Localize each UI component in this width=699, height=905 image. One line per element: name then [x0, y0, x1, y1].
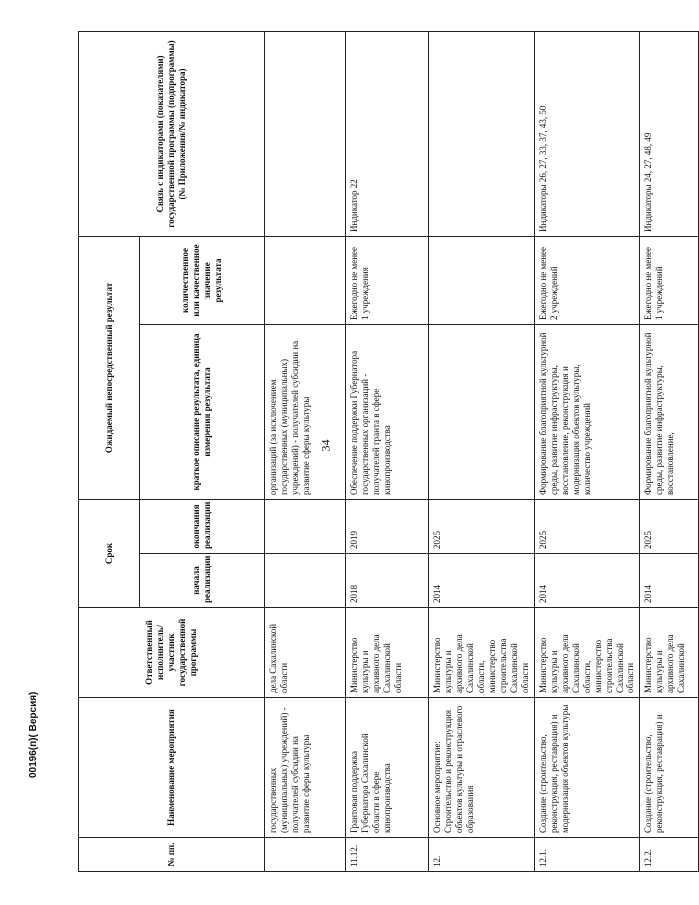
- header-start: начала реализации: [140, 554, 265, 608]
- cell-name: Создание (строительство, реконструкция, реставрация) и модернизация объектов культуры: [534, 698, 640, 838]
- cell-executor: дела Сахалинской области: [265, 608, 346, 698]
- cell-name: Основное мероприятие: Строительство и реконструкция объектов культуры и отраслевого образования: [429, 698, 535, 838]
- header-result-value: количественное или качественное значение результата: [140, 236, 265, 324]
- cell-link: Индикаторы 26, 27, 33, 37, 43, 50: [534, 31, 640, 236]
- document-id: 00196(п)( Версия): [28, 691, 39, 778]
- table-row: [534, 31, 640, 871]
- cell-name: государственных (муниципальных) учреждений) - получателей субсидии на развитие сферы культуры: [265, 698, 346, 838]
- cell-num: 11.12.: [346, 838, 429, 872]
- header-result-desc: краткое описание результата, единица измерения результата: [140, 324, 265, 499]
- header-name: Наименование мероприятия: [79, 698, 265, 838]
- cell-end: [265, 499, 346, 553]
- cell-start: 2014: [429, 554, 535, 608]
- page-number: 34: [318, 439, 333, 452]
- cell-link: Индикаторы 24, 27, 48, 49: [640, 31, 699, 236]
- table-row: [346, 31, 429, 871]
- cell-end: 2019: [346, 499, 429, 553]
- cell-result-value: Ежегодно не менее 2 учреждений: [534, 236, 640, 324]
- header-executor: Ответственный исполнитель/участник государственной программы: [79, 608, 265, 698]
- cell-start: [265, 554, 346, 608]
- cell-result-desc: [429, 324, 535, 499]
- table-row: [429, 31, 535, 871]
- activities-table: [78, 31, 699, 872]
- cell-result-desc: Формирование благоприятной культурной среды, развитие инфраструктуры, восстановление,: [640, 324, 699, 499]
- cell-result-value: Ежегодно не менее 1 учреждений: [640, 236, 699, 324]
- header-link: Связь с индикаторами (показателями) государственной программы (подпрограммы) (№ Приложения/№ индикатора): [79, 31, 265, 236]
- cell-num: 12.: [429, 838, 535, 872]
- cell-num: [265, 838, 346, 872]
- cell-result-value: [265, 236, 346, 324]
- cell-link: [429, 31, 535, 236]
- cell-num: 12.2.: [640, 838, 699, 872]
- cell-result-desc: организаций (за исключением государственных (муниципальных) учреждений) - получателей субсидии на развитие сферы культуры: [265, 324, 346, 499]
- cell-start: 2018: [346, 554, 429, 608]
- cell-start: 2014: [640, 554, 699, 608]
- header-row-1: [79, 31, 140, 871]
- cell-result-value: [429, 236, 535, 324]
- cell-result-desc: Формирование благоприятной культурной среды, развитие инфраструктуры, восстановление, реконструкция и модернизация объектов культуры, количество учреждений: [534, 324, 640, 499]
- cell-result-desc: Обеспечение поддержки Губернатора государственных организаций - получателей гранта в сфере кинопроизводства: [346, 324, 429, 499]
- header-term: Срок: [79, 499, 140, 607]
- cell-executor: Министерство культуры и архивного дела Сахалинской области, министерство строительства Сахалинской области: [429, 608, 535, 698]
- cell-end: 2025: [534, 499, 640, 553]
- cell-executor: Министерство культуры и архивного дела Сахалинской области, министерство строительства Сахалинской области: [534, 608, 640, 698]
- rotated-table-wrapper: [78, 32, 687, 872]
- header-num: № пп.: [79, 838, 265, 872]
- cell-executor: Министерство культуры и архивного дела Сахалинской: [640, 608, 699, 698]
- cell-name: Создание (строительство, реконструкция, реставрация) и: [640, 698, 699, 838]
- cell-link: [265, 31, 346, 236]
- table-row: [265, 31, 346, 871]
- table-row: [640, 31, 699, 871]
- cell-num: 12.1.: [534, 838, 640, 872]
- cell-result-value: Ежегодно не менее 1 учреждения: [346, 236, 429, 324]
- cell-link: Индикатор 22: [346, 31, 429, 236]
- cell-start: 2014: [534, 554, 640, 608]
- cell-end: 2025: [640, 499, 699, 553]
- header-end: окончания реализации: [140, 499, 265, 553]
- cell-executor: Министерство культуры и архивного дела Сахалинской области: [346, 608, 429, 698]
- cell-name: Грантовая поддержка Губернатора Сахалинской области в сфере кинопроизводства: [346, 698, 429, 838]
- header-result: Ожидаемый непосредственный результат: [79, 236, 140, 499]
- cell-end: 2025: [429, 499, 535, 553]
